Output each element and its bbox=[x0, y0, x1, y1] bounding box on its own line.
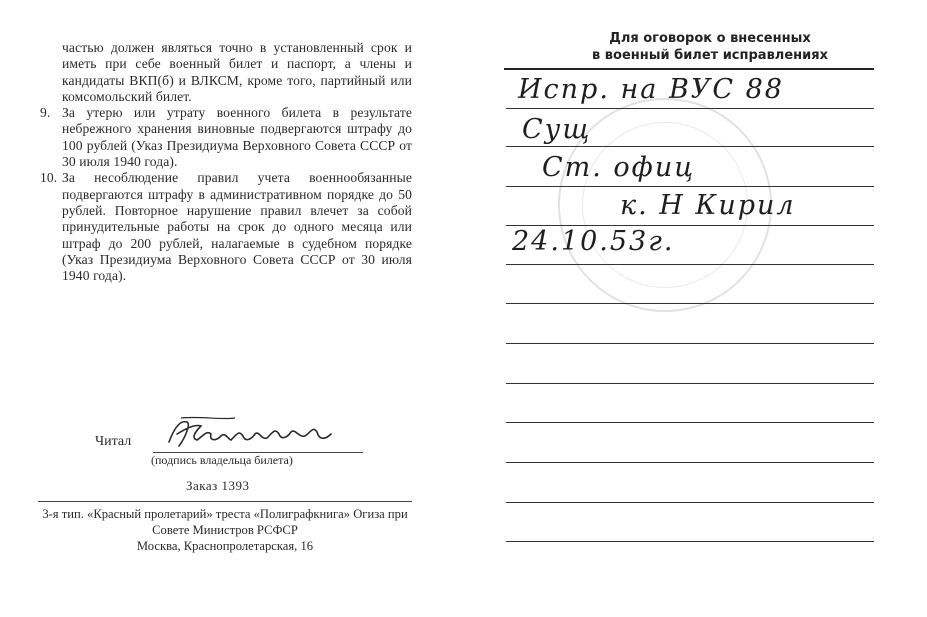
divider bbox=[38, 501, 412, 502]
handwritten-entry: Испр. на ВУС 88 bbox=[518, 74, 784, 105]
ruled-line bbox=[506, 108, 874, 109]
title-line: в военный билет исправлениях bbox=[592, 48, 828, 63]
title-line: Для оговорок о внесенных bbox=[609, 31, 811, 46]
ruled-line bbox=[506, 462, 874, 463]
signature-caption: (подпись владельца билета) bbox=[151, 453, 293, 467]
handwritten-entry: к. Н Кирил bbox=[620, 190, 796, 221]
left-page bbox=[0, 0, 450, 617]
imprint-line: Москва, Краснопролетарская, 16 bbox=[136, 539, 314, 553]
list-item bbox=[40, 105, 412, 170]
ruled-line bbox=[506, 502, 874, 503]
owner-signature bbox=[161, 412, 371, 454]
ruled-line bbox=[506, 541, 874, 542]
page-title bbox=[510, 30, 910, 64]
item-number: 9. bbox=[40, 105, 51, 121]
read-label: Читал bbox=[95, 434, 132, 449]
ruled-line bbox=[506, 186, 874, 187]
right-page bbox=[470, 0, 927, 617]
list-item bbox=[40, 170, 412, 284]
handwritten-entry: Ст. офиц bbox=[542, 152, 696, 183]
item-number: 10. bbox=[40, 170, 58, 186]
handwritten-entry: Сущ bbox=[522, 114, 592, 145]
owner-signature-block bbox=[95, 412, 375, 468]
ruled-line bbox=[506, 383, 874, 384]
imprint-line: 3-я тип. «Красный пролетарий» треста «Полиграфкнига» Огиза при Совете Министров РСФСР bbox=[42, 507, 408, 537]
ruled-line bbox=[506, 146, 874, 147]
continued-paragraph: частью должен являться точно в установленный срок и иметь при себе военный билет и паспорт, а члены и кандидаты ВКП(б) и ВЛКСМ, кроме того, партийный или комсомольский билет. bbox=[62, 40, 412, 104]
order-number: Заказ 1393 bbox=[186, 478, 250, 493]
ruled-line bbox=[506, 422, 874, 423]
handwritten-entry: 24.10.53г. bbox=[512, 226, 675, 257]
ruled-line bbox=[506, 303, 874, 304]
printer-imprint bbox=[30, 506, 420, 554]
item-text: За несоблюдение правил учета военнообязанные подвергаются штрафу в административном порядке до 50 рублей. Повторное нарушение правил влечет за собой принудительные работы на срок до одного месяца или штраф до 200 рублей, налагаемые в судебном порядке (Указ Президиума Верховного Совета СССР от 30 июля 1940 года). bbox=[62, 170, 412, 284]
ruled-line bbox=[506, 264, 874, 265]
ruled-line bbox=[506, 343, 874, 344]
regulations-text bbox=[40, 40, 412, 284]
title-rule bbox=[504, 68, 874, 70]
item-text: За утерю или утрату военного билета в результате небрежного хранения виновные подвергаются штрафу до 100 рублей (Указ Президиума Верховного Совета СССР от 30 июля 1940 года). bbox=[62, 105, 412, 170]
